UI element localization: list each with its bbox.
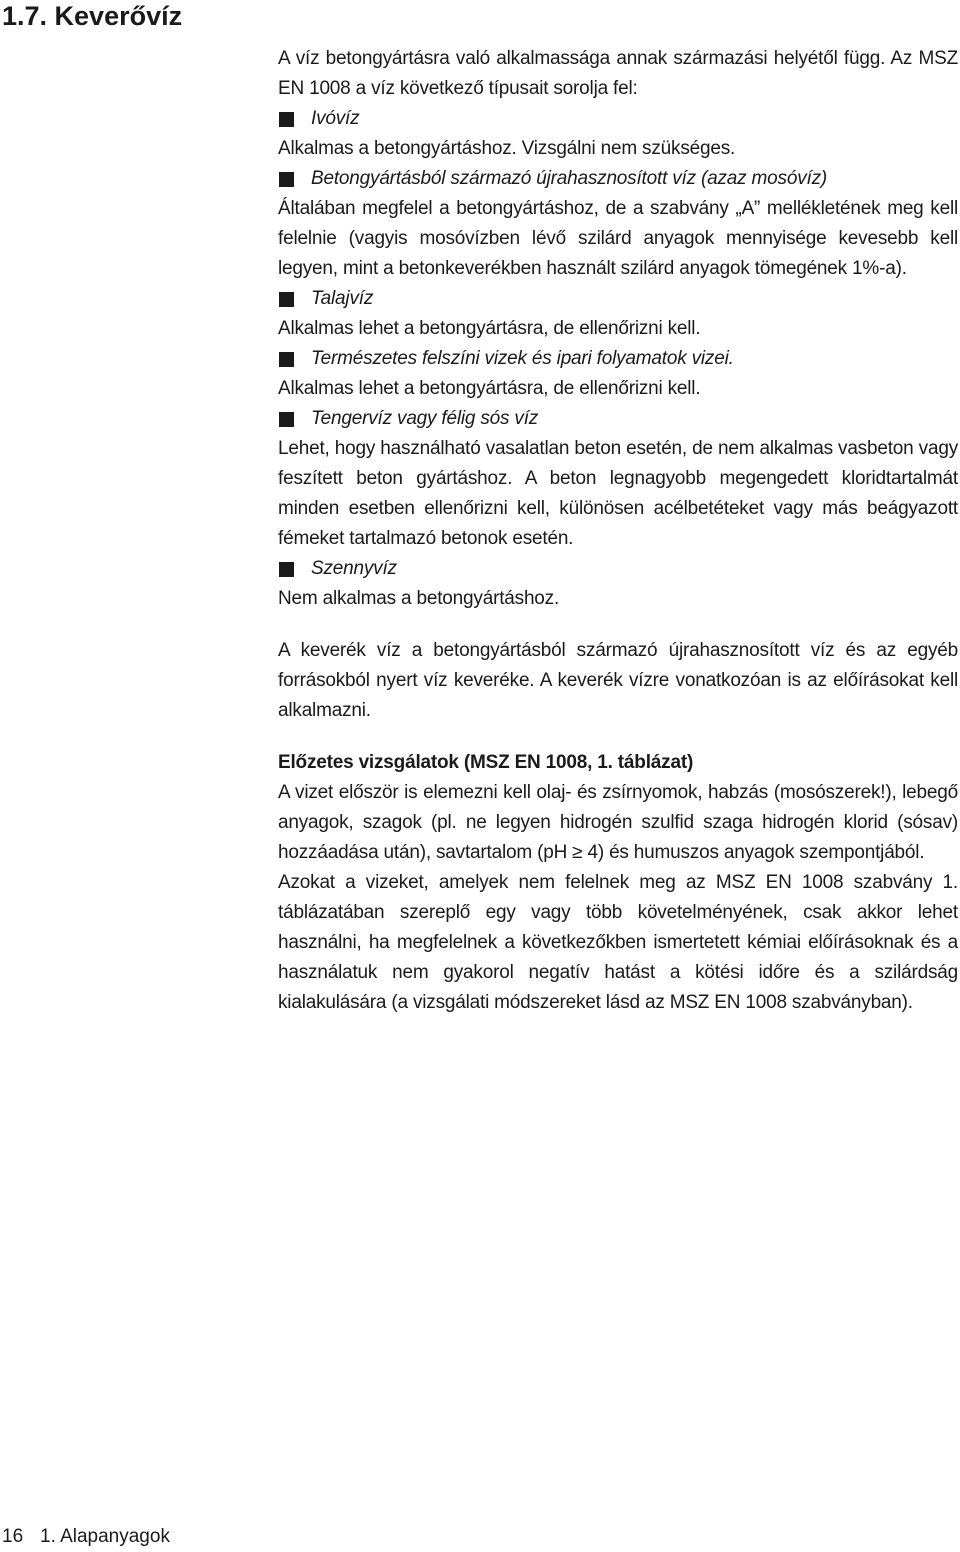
subheading: Előzetes vizsgálatok (MSZ EN 1008, 1. táblázat)	[278, 752, 694, 773]
item-text: Általában megfelel a betongyártáshoz, de a szabvány „A” mellékletének meg kell felelnie (vagyis mosóvízben lévő szilárd anyagok mennyisége kevesebb kell legyen, mint a betonkeverékben használt szilárd anyagok tömegének 1%-a).	[278, 198, 958, 279]
page-number: 16	[2, 1526, 24, 1547]
list-item	[278, 344, 958, 404]
item-text: Alkalmas lehet a betongyártásra, de ellenőrizni kell.	[278, 318, 701, 339]
page-footer	[0, 1522, 170, 1552]
square-bullet-icon	[279, 562, 294, 577]
item-text: Alkalmas a betongyártáshoz. Vizsgálni nem szükséges.	[278, 138, 736, 159]
item-text: Nem alkalmas a betongyártáshoz.	[278, 588, 560, 609]
item-title: Szennyvíz	[311, 558, 397, 579]
item-title: Ivóvíz	[311, 108, 360, 129]
list-item	[278, 404, 958, 554]
item-title: Természetes felszíni vizek és ipari folyamatok vizei.	[311, 348, 734, 369]
prelim-paragraph-2: Azokat a vizeket, amelyek nem felelnek meg az MSZ EN 1008 szabvány 1. táblázatában szereplő egy vagy több követelményének, csak akkor lehet használni, ha megfelelnek a következőkben ismertetett kémiai előírásoknak és a használatuk nem gyakorol negatív hatást a kötési időre és a szilárdság kialakulására (a vizsgálati módszereket lásd az MSZ EN 1008 szabványban).	[278, 872, 958, 1013]
square-bullet-icon	[279, 352, 294, 367]
body-text	[278, 44, 958, 1018]
item-text: Alkalmas lehet a betongyártásra, de ellenőrizni kell.	[278, 378, 701, 399]
footer-section: 1. Alapanyagok	[40, 1526, 170, 1547]
item-text: Lehet, hogy használható vasalatlan beton esetén, de nem alkalmas vasbeton vagy feszített beton gyártáshoz. A beton legnagyobb megengedett kloridtartalmát minden esetben ellenőrizni kell, különösen acélbetéteket vagy más beágyazott fémeket tartalmazó betonok esetén.	[278, 438, 958, 549]
intro-paragraph: A víz betongyártásra való alkalmassága annak származási helyétől függ. Az MSZ EN 1008 a víz következő típusait sorolja fel:	[278, 48, 958, 99]
list-item	[278, 164, 958, 284]
square-bullet-icon	[279, 112, 294, 127]
square-bullet-icon	[279, 172, 294, 187]
list-item	[278, 554, 958, 614]
mixed-water-paragraph: A keverék víz a betongyártásból származó újrahasznosított víz és az egyéb forrásokból nyert víz keveréke. A keverék vízre vonatkozóan is az előírásokat kell alkalmazni.	[278, 640, 958, 721]
square-bullet-icon	[279, 412, 294, 427]
list-item	[278, 284, 958, 344]
item-title: Talajvíz	[311, 288, 374, 309]
item-title: Betongyártásból származó újrahasznosított víz (azaz mosóvíz)	[311, 168, 828, 189]
square-bullet-icon	[279, 292, 294, 307]
water-type-list	[278, 104, 958, 614]
prelim-paragraph-1: A vizet először is elemezni kell olaj- és zsírnyomok, habzás (mosószerek!), lebegő anyagok, szagok (pl. ne legyen hidrogén szulfid szaga hidrogén klorid (sósav) hozzáadása után), savtartalom (pH ≥ 4) és humuszos anyagok szempontjából.	[278, 782, 958, 863]
item-title: Tengervíz vagy félig sós víz	[311, 408, 539, 429]
list-item	[278, 104, 958, 164]
section-heading: 1.7. Keverővíz	[2, 1, 183, 31]
